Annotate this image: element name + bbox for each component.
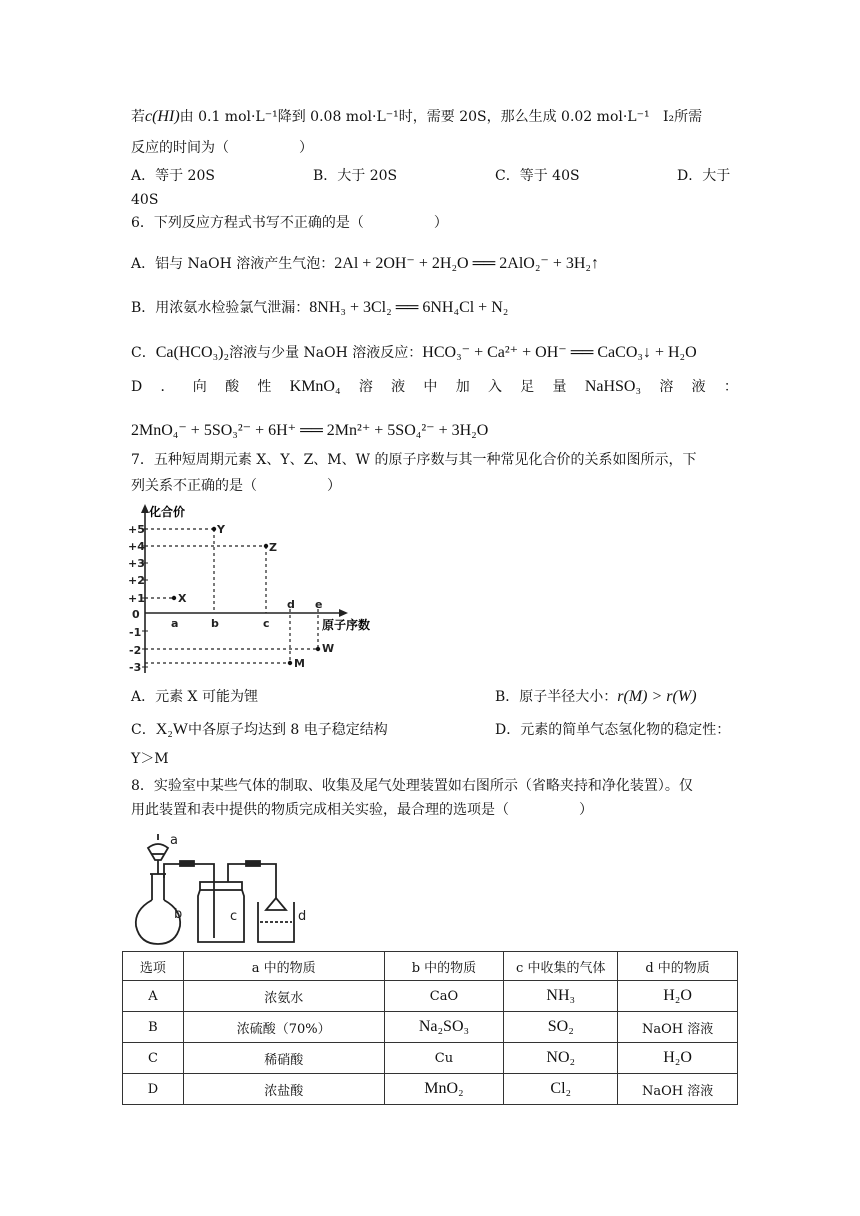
d-char: 液 [391, 379, 406, 395]
table-cell: Cu [384, 1043, 504, 1074]
ytick: -1 [129, 626, 142, 639]
table-cell: 浓盐酸 [183, 1074, 384, 1105]
ytick: +1 [128, 592, 145, 605]
d-char: 向 [192, 379, 207, 395]
q6-b-text: B．用浓氨水检验氯气泄漏： [131, 300, 310, 316]
table-cell: 稀硝酸 [183, 1043, 384, 1074]
q7-option-c [131, 720, 388, 740]
ytick: 0 [132, 608, 140, 621]
q5-option-c: C．等于 40S [495, 168, 580, 184]
apparatus-label-d: d [298, 909, 307, 924]
table-cell: H₂O [618, 981, 738, 1012]
table-cell: D [123, 1074, 184, 1105]
xtick: a [171, 617, 179, 630]
table-header: b 中的物质 [384, 952, 504, 981]
ytick: +3 [128, 557, 145, 570]
point-label-w: W [322, 642, 335, 655]
table-cell: Cl₂ [504, 1074, 618, 1105]
q6-c-prefix: C． [131, 345, 156, 361]
table-cell: NaOH 溶液 [618, 1012, 738, 1043]
table-cell: B [123, 1012, 184, 1043]
d-char: 酸 [225, 379, 240, 395]
table-header: a 中的物质 [183, 952, 384, 981]
q6-option-d [131, 377, 738, 397]
chart-xlabel: 原子序数 [322, 618, 371, 632]
ytick: -2 [129, 644, 142, 657]
d-char: 溶 [358, 379, 373, 395]
q5-option-d: D．大于 [677, 168, 731, 184]
d-char: 液 [691, 379, 706, 395]
table-cell: CaO [384, 981, 504, 1012]
d-char: 溶 [659, 379, 674, 395]
apparatus-label-b: b [174, 907, 183, 922]
table-cell: C [123, 1043, 184, 1074]
xtick: c [263, 617, 270, 630]
q5-option-d-cont: 40S [131, 192, 159, 208]
table-row [123, 1043, 738, 1074]
point-label-z: Z [269, 541, 277, 554]
d-char: 加 [455, 379, 470, 395]
chart-ylabel: 化合价 [149, 505, 186, 519]
q5-option-b: B．大于 20S [313, 168, 398, 184]
table-header: c 中收集的气体 [504, 952, 618, 981]
xtick: d [287, 598, 295, 611]
apparatus-diagram [128, 826, 318, 948]
valence-chart [128, 503, 371, 675]
d-char: 入 [487, 379, 502, 395]
q7-option-d: D．元素的简单气态氢化物的稳定性： [495, 722, 731, 738]
q6-a-equation: 2Al + 2OH⁻ + 2H₂O ══ 2AlO₂⁻ + 3H₂↑ [334, 255, 599, 272]
q7-c-formula: X₂W [155, 721, 188, 738]
point-label-x: X [178, 592, 187, 605]
ytick: +4 [128, 540, 145, 553]
apparatus-label-a: a [170, 833, 178, 848]
xtick: b [211, 617, 219, 630]
d-char: 性 [257, 379, 272, 395]
q7-stem-line2: 列关系不正确的是（ ） [131, 478, 341, 494]
ytick: +2 [128, 574, 145, 587]
q7-b-equation: r(M) > r(W) [617, 688, 697, 705]
table-cell: NaOH 溶液 [618, 1074, 738, 1105]
q8-stem-line1: 8．实验室中某些气体的制取、收集及尾气处理装置如右图所示（省略夹持和净化装置）。仅 [131, 778, 693, 794]
table-cell: A [123, 981, 184, 1012]
d-char: ． [160, 379, 175, 395]
table-cell: 浓硫酸（70%） [183, 1012, 384, 1043]
xtick: e [315, 598, 323, 611]
table-cell: NH₃ [504, 981, 618, 1012]
q5-prefix: 若 [131, 109, 145, 125]
q6-c-equation: HCO₃⁻ + Ca²⁺ + OH⁻ ══ CaCO₃↓ + H₂O [422, 344, 697, 361]
table-header-row [123, 952, 738, 981]
q5-stem-line1 [131, 107, 702, 127]
d-char: 足 [520, 379, 535, 395]
q7-c-prefix: C． [131, 722, 156, 738]
q5-end: I₂所需 [662, 109, 703, 125]
d-char: D [131, 379, 143, 395]
table-row [123, 1012, 738, 1043]
q8-stem-line2: 用此装置和表中提供的物质完成相关实验，最合理的选项是（ ） [131, 802, 593, 818]
q6-option-a [131, 254, 599, 274]
q5-mid: 由 0.1 mol·L⁻¹降到 0.08 mol·L⁻¹时，需要 20S，那么生成 0.02 mol·L⁻¹ [179, 109, 650, 125]
table-row [123, 981, 738, 1012]
q7-option-a: A．元素 X 可能为锂 [131, 689, 258, 705]
q5-stem-line2: 反应的时间为（ ） [131, 140, 313, 156]
table-header: 选项 [123, 952, 184, 981]
table-row [123, 1074, 738, 1105]
q6-option-b [131, 298, 508, 318]
table-cell: MnO₂ [384, 1074, 504, 1105]
reagent-table [122, 951, 738, 1105]
d-formula-nahso3: NaHSO₃ [584, 378, 642, 395]
table-cell: Na₂SO₃ [384, 1012, 504, 1043]
q5-c-hi: c(HI) [145, 108, 180, 125]
table-cell: SO₂ [504, 1012, 618, 1043]
d-char: ： [723, 379, 738, 395]
d-char: 量 [552, 379, 567, 395]
ytick: +5 [128, 523, 145, 536]
q6-d-equation: 2MnO₄⁻ + 5SO₃²⁻ + 6H⁺ ══ 2Mn²⁺ + 5SO₄²⁻ + 3H₂O [131, 422, 489, 439]
point-label-y: Y [217, 523, 225, 536]
ytick: -3 [129, 661, 142, 674]
q6-b-equation: 8NH₃ + 3Cl₂ ══ 6NH₄Cl + N₂ [309, 299, 509, 316]
q7-stem-line1: 7．五种短周期元素 X、Y、Z、M、W 的原子序数与其一种常见化合价的关系如图所示，下 [131, 452, 697, 468]
q6-stem: 6．下列反应方程式书写不正确的是（ ） [131, 215, 448, 231]
q7-b-text: B．原子半径大小： [495, 689, 618, 705]
q6-option-c [131, 343, 697, 363]
apparatus-label-c: c [230, 909, 238, 924]
q5-option-a: A．等于 20S [131, 168, 215, 184]
d-char: 中 [423, 379, 438, 395]
table-cell: H₂O [618, 1043, 738, 1074]
table-cell: 浓氨水 [183, 981, 384, 1012]
table-cell: NO₂ [504, 1043, 618, 1074]
q7-option-b [495, 687, 697, 707]
q6-c-formula: Ca(HCO₃)₂ [155, 344, 230, 361]
d-formula-kmno4: KMnO₄ [289, 378, 341, 395]
q6-a-text: A．铝与 NaOH 溶液产生气泡： [131, 256, 335, 272]
q6-c-text: 溶液与少量 NaOH 溶液反应： [229, 345, 423, 361]
q7-c-text: 中各原子均达到 8 电子稳定结构 [187, 722, 388, 738]
point-label-m: M [294, 657, 305, 670]
table-header: d 中的物质 [618, 952, 738, 981]
q7-option-d-cont: Y＞M [131, 751, 169, 767]
